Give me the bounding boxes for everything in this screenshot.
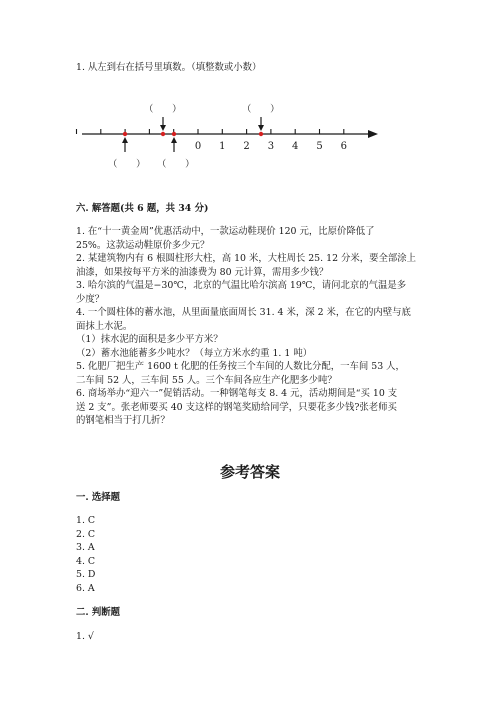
bottom-bracket-2[interactable]: （ ） [157, 159, 195, 170]
top-bracket-2[interactable]: （ ） [242, 104, 280, 115]
choice-answer-item: 6. A [76, 582, 95, 594]
choice-answer-item: 1. C [76, 515, 96, 526]
section-6-line: 3. 哈尔滨的气温是−30℃，北京的气温比哈尔滨高 19℃，请问北京的气温是多 [76, 280, 407, 291]
judge-heading: 二. 判断题 [76, 607, 121, 618]
section-6-line: 4. 一个圆柱体的蓄水池，从里面量底面周长 31. 4 米，深 2 米，在它的内壁与底 [76, 307, 411, 318]
number-line-tick-label: 6 [340, 141, 347, 152]
top-bracket-1[interactable]: （ ） [144, 104, 182, 115]
section-6-heading: 六. 解答题(共 6 题，共 34 分) [76, 203, 209, 214]
number-line-arrowhead [368, 130, 378, 138]
section-6-line: 送 2 支”。张老师要买 40 支这样的钢笔奖励给同学，只要花多少钱?张老师买 [76, 401, 397, 413]
arrow-up-1-head [122, 137, 128, 143]
section-6-line: 油漆，如果按每平方米的油漆费为 80 元计算，需用多少钱？ [76, 266, 329, 278]
section-6-line: 25%。这款运动鞋原价多少元？ [76, 239, 210, 251]
section-6-line: 6. 商场举办“迎六一”促销活动。一种钢笔每支 8. 4 元，活动期间是“买 10 支 [76, 388, 398, 399]
number-line-tick-labels [195, 141, 347, 152]
arrow-down-1-head [160, 125, 166, 131]
marker-point-4 [259, 132, 263, 136]
choice-answer-item: 3. A [76, 542, 95, 553]
section-6-line: （1）抹水泥的面积是多少平方米？ [76, 334, 223, 345]
section-6-line: 5. 化肥厂把生产 1600 t 化肥的任务按三个车间的人数比分配，一车间 53 人， [76, 361, 405, 372]
section-6-line: 的钢笔相当于打几折？ [76, 415, 170, 426]
section-6-line: 面抹上水泥。 [76, 320, 133, 332]
arrow-up-2-head [171, 137, 177, 143]
number-line-tick-label: 1 [219, 141, 226, 152]
choice-heading: 一. 选择题 [76, 492, 121, 503]
section-6-line: 少度？ [76, 293, 105, 305]
number-line-tick-label: 2 [243, 141, 250, 152]
number-line-figure [0, 0, 500, 200]
number-line-tick-label: 5 [316, 141, 323, 152]
section-6-line: 2. 某建筑物内有 6 根圆柱形大柱，高 10 米，大柱周长 25. 12 分米，要全部涂上 [76, 253, 417, 264]
choice-answer-item: 4. C [76, 555, 96, 567]
bottom-bracket-1[interactable]: （ ） [108, 159, 146, 170]
arrow-down-2-head [258, 125, 264, 131]
choice-answer-item: 2. C [76, 528, 96, 540]
number-line-tick-label: 0 [194, 141, 202, 152]
answers-title: 参考答案 [219, 463, 280, 481]
marker-point-1 [123, 132, 127, 136]
marker-point-2 [161, 132, 165, 136]
section-6-line: 1. 在“十一黄金周”优惠活动中，一款运动鞋现价 120 元，比原价降低了 [76, 226, 375, 237]
choice-answer-item: 5. D [76, 569, 96, 580]
number-line-ticks [77, 129, 344, 134]
marker-point-3 [172, 132, 176, 136]
number-line-tick-label: 3 [267, 141, 275, 152]
section-6-line: 二车间 52 人，三车间 55 人。三个车间各应生产化肥多少吨？ [76, 374, 337, 386]
question-1-text: 1. 从左到右在括号里填数。（填整数或小数） [76, 62, 262, 73]
number-line-tick-label: 4 [292, 141, 299, 152]
judge-answer-item: 1. √ [76, 631, 94, 642]
section-6-line: （2）蓄水池能蓄多少吨水？（每立方米水约重 1. 1 吨） [76, 347, 313, 359]
